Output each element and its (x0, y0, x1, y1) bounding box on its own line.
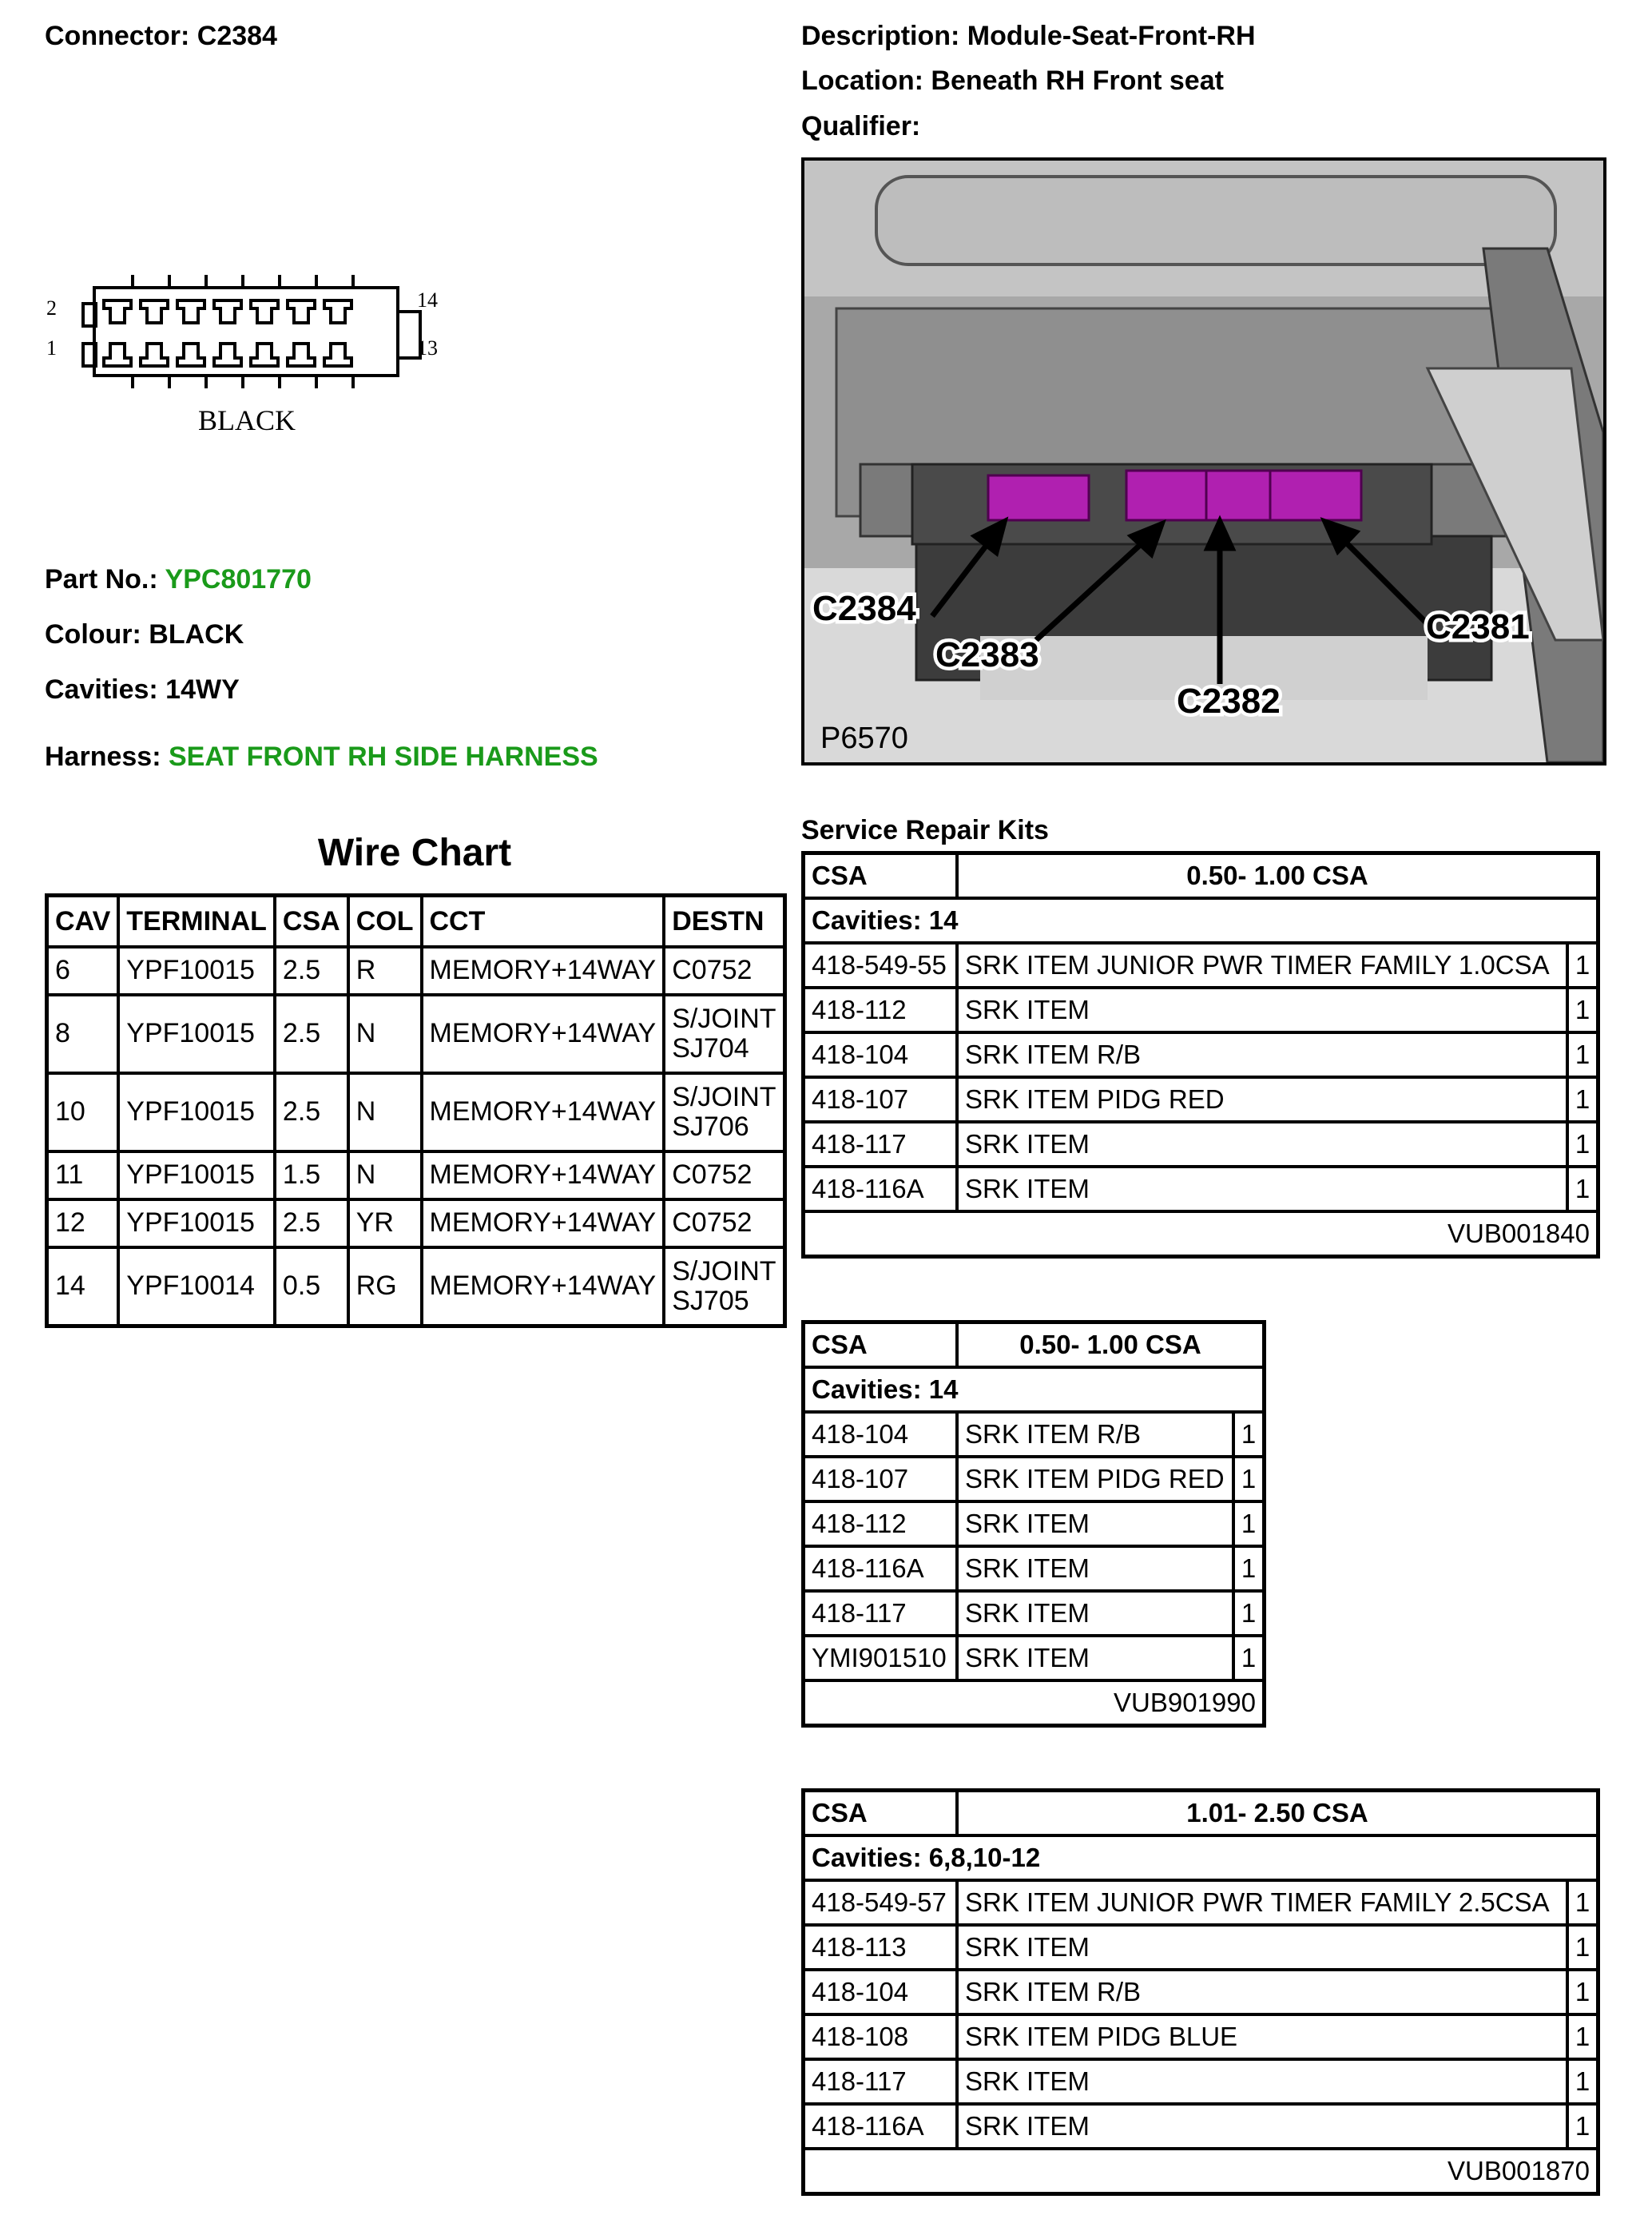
table-row: 418-112 SRK ITEM 1 (804, 1501, 1265, 1546)
pin-label-14: 14 (417, 288, 438, 312)
kit-csa-label: CSA (804, 1791, 958, 1836)
table-row: 14 YPF10014 0.5 RG MEMORY+14WAY S/JOINT SJ705 (47, 1247, 785, 1326)
kit-range: 1.01- 2.50 CSA (957, 1791, 1598, 1836)
diagram-colour-label: BLACK (198, 404, 296, 436)
table-row: 11 YPF10015 1.5 N MEMORY+14WAY C0752 (47, 1151, 785, 1199)
table-row: 418-104 SRK ITEM R/B 1 (804, 1032, 1598, 1077)
callout-c2384: C2384 (812, 589, 916, 628)
col-cct: CCT (422, 896, 665, 948)
table-row: 418-108 SRK ITEM PIDG BLUE 1 (804, 2014, 1598, 2059)
table-row: 418-112 SRK ITEM 1 (804, 988, 1598, 1032)
table-row: 418-113 SRK ITEM 1 (804, 1925, 1598, 1970)
kit-table-3 (801, 1788, 1600, 2196)
location-photo (801, 157, 1606, 766)
col-terminal: TERMINAL (118, 896, 275, 948)
table-row: 418-107 SRK ITEM PIDG RED 1 (804, 1457, 1265, 1501)
location-label: Location: Beneath RH Front seat (801, 66, 1224, 96)
table-row: 8 YPF10015 2.5 N MEMORY+14WAY S/JOINT SJ704 (47, 995, 785, 1073)
col-csa: CSA (275, 896, 348, 948)
table-row: 418-107 SRK ITEM PIDG RED 1 (804, 1077, 1598, 1122)
harness-value: SEAT FRONT RH SIDE HARNESS (168, 742, 598, 772)
wire-chart-title: Wire Chart (317, 832, 512, 874)
description-label: Description: Module-Seat-Front-RH (801, 21, 1256, 51)
table-row: 418-549-55 SRK ITEM JUNIOR PWR TIMER FAMILY 1.0CSA 1 (804, 943, 1598, 988)
pin-label-1: 1 (46, 336, 57, 360)
callout-c2381: C2381 (1426, 607, 1530, 646)
kit-table-1 (801, 851, 1600, 1259)
harness-label: Harness: SEAT FRONT RH SIDE HARNESS (45, 742, 598, 772)
kit-csa-label: CSA (804, 1322, 958, 1368)
pin-label-2: 2 (46, 296, 57, 320)
callout-c2383: C2383 (935, 635, 1039, 674)
part-number-value: YPC801770 (165, 564, 312, 595)
table-row: 6 YPF10015 2.5 R MEMORY+14WAY C0752 (47, 947, 785, 995)
kit-csa-label: CSA (804, 853, 958, 899)
kit-table-2 (801, 1320, 1266, 1728)
table-row: 418-117 SRK ITEM 1 (804, 2059, 1598, 2104)
table-row: 418-116A SRK ITEM 1 (804, 1167, 1598, 1211)
table-row: 418-116A SRK ITEM 1 (804, 1546, 1265, 1591)
kit-range: 0.50- 1.00 CSA (957, 853, 1598, 899)
photo-ref: P6570 (820, 722, 908, 755)
kit-cavities: Cavities: 6,8,10-12 (804, 1835, 1598, 1880)
table-row: YMI901510 SRK ITEM 1 (804, 1636, 1265, 1680)
table-row: 10 YPF10015 2.5 N MEMORY+14WAY S/JOINT SJ706 (47, 1073, 785, 1151)
table-row: 418-117 SRK ITEM 1 (804, 1591, 1265, 1636)
col-col: COL (348, 896, 422, 948)
kit-code: VUB001870 (804, 2149, 1598, 2194)
connector-diagram (38, 256, 470, 439)
colour-label: Colour: BLACK (45, 619, 244, 650)
kit-cavities: Cavities: 14 (804, 1367, 1265, 1412)
kits-title: Service Repair Kits (801, 815, 1049, 845)
part-number: Part No.: YPC801770 (45, 564, 312, 595)
wire-chart-table (45, 893, 787, 1328)
kit-code: VUB901990 (804, 1680, 1265, 1726)
connector-label: Connector: C2384 (45, 21, 277, 51)
table-row: 418-104 SRK ITEM R/B 1 (804, 1412, 1265, 1457)
kit-range: 0.50- 1.00 CSA (957, 1322, 1265, 1368)
col-destn: DESTN (664, 896, 784, 948)
table-row: 12 YPF10015 2.5 YR MEMORY+14WAY C0752 (47, 1199, 785, 1247)
table-row: 418-116A SRK ITEM 1 (804, 2104, 1598, 2149)
table-row: 418-104 SRK ITEM R/B 1 (804, 1970, 1598, 2014)
table-row: 418-549-57 SRK ITEM JUNIOR PWR TIMER FAMILY 2.5CSA 1 (804, 1880, 1598, 1925)
cavities-label: Cavities: 14WY (45, 674, 240, 705)
pin-label-13: 13 (417, 336, 438, 360)
kit-code: VUB001840 (804, 1211, 1598, 1257)
table-row: 418-117 SRK ITEM 1 (804, 1122, 1598, 1167)
col-cav: CAV (47, 896, 119, 948)
kit-cavities: Cavities: 14 (804, 898, 1598, 943)
wire-chart-header-row (47, 896, 785, 948)
callout-c2382: C2382 (1177, 682, 1281, 721)
qualifier-label: Qualifier: (801, 111, 921, 141)
